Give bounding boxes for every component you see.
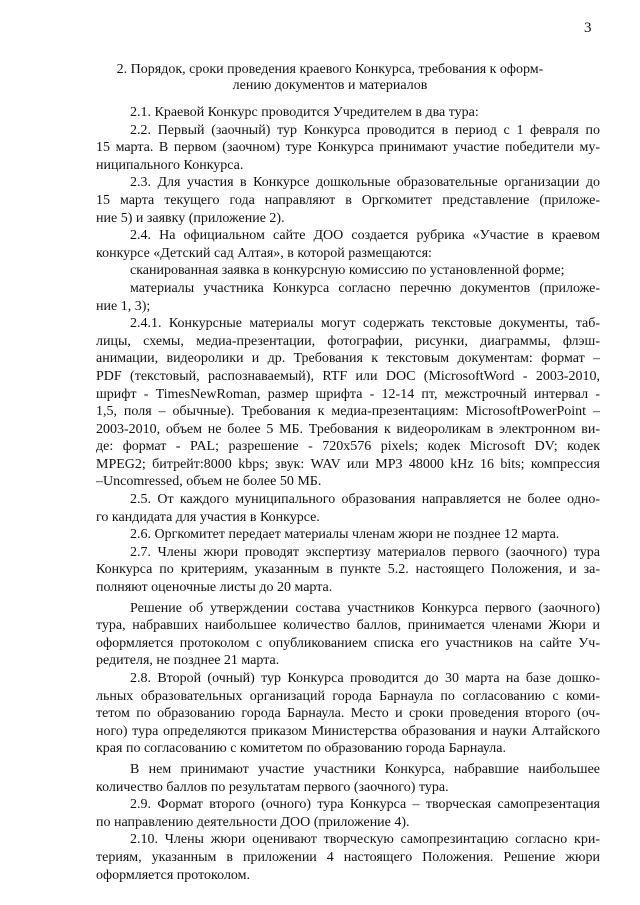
paragraph-line: оформляется протоколом с опубликованием списка его участников на сайте Уч- [96, 635, 600, 651]
paragraph [96, 544, 600, 597]
section-heading [100, 62, 560, 94]
paragraph [96, 526, 600, 544]
paragraph [96, 831, 600, 884]
paragraph [96, 104, 600, 122]
paragraph-line: шрифт - TimesNewRoman, размер шрифта - 12-14 пт, межстрочный интервал - [96, 386, 600, 402]
paragraph [96, 174, 600, 227]
paragraph [96, 761, 600, 796]
paragraph-line: 2003-2010, объем не более 5 МБ. Требования к видеороликам в электронном ви- [96, 421, 600, 437]
paragraph-line: по направлению деятельности ДОО (приложение 4). [96, 814, 410, 830]
paragraph-line: го кандидата для участия в Конкурсе. [96, 509, 320, 525]
paragraph-line: 2.4. На официальном сайте ДОО создается рубрика «Участие в краевом [130, 228, 600, 244]
paragraph [96, 491, 600, 526]
paragraph-line: края по согласованию с комитетом по образованию города Барнаула. [96, 741, 506, 757]
paragraph-line: 2.2. Первый (заочный) тур Конкурса проводится в период с 1 февраля по [130, 122, 600, 138]
paragraph-line: 2.1. Краевой Конкурс проводится Учредителем в два тура: [130, 105, 479, 120]
paragraph-line: материалы участника Конкурса согласно перечню документов (приложе- [130, 280, 600, 296]
paragraph-line: Конкурса по критериям, указанным в пункте 5.2. настоящего Положения, и за- [96, 562, 600, 578]
paragraph-line: 2.5. От каждого муниципального образования направляется не более одно- [130, 492, 600, 508]
paragraph-line: де: формат - PAL; разрешение - 720x576 pixels; кодек Microsoft DV; кодек [96, 439, 600, 455]
paragraph-line: тура, набравших наибольшее количество баллов, принимается членами Жюри и [96, 618, 600, 634]
paragraph [96, 280, 600, 315]
paragraph-line: 2.10. Члены жюри оценивают творческую самопрезинтацию согласно кри- [130, 832, 600, 848]
paragraph [96, 315, 600, 491]
paragraph-line: 1,5, поля – обычные). Требования к медиа-презентациям: MicrosoftPowerPoint – [96, 404, 600, 420]
paragraph [96, 227, 600, 262]
paragraph [96, 600, 600, 670]
paragraph-line: 2.9. Формат второго (очного) тура Конкурса – творческая самопрезентация [130, 797, 600, 813]
document-body [96, 104, 600, 884]
paragraph-line: редителя, не позднее 21 марта. [96, 653, 280, 669]
paragraph-line: ниципального Конкурса. [96, 157, 244, 173]
paragraph-line: В нем принимают участие участники Конкурса, набравшие наибольшее [130, 761, 600, 777]
paragraph-line: тетом по образованию города Барнаула. Место и сроки проведения второго (оч- [96, 706, 600, 722]
paragraph-line: конкурсе «Детский сад Алтая», в которой размещаются: [96, 245, 432, 261]
section-heading-line: 2. Порядок, сроки проведения краевого Конкурса, требования к оформ- [116, 62, 544, 77]
paragraph-line: ного) тура определяются приказом Министерства образования и науки Алтайского [96, 723, 600, 739]
paragraph-line: ние 5) и заявку (приложение 2). [96, 210, 285, 226]
paragraph-line: количество баллов по результатам первого (заочного) тура. [96, 779, 449, 795]
paragraph [96, 262, 600, 280]
page-number: 3 [584, 20, 592, 36]
paragraph [96, 122, 600, 175]
section-heading-line: лению документов и материалов [232, 78, 428, 93]
paragraph-line: полняют оценочные листы до 20 марта. [96, 580, 333, 596]
paragraph-line: льных образовательных организаций города Барнаула по согласованию с коми- [96, 688, 600, 704]
paragraph-line: 15 марта. В первом (заочном) туре Конкурса принимают участие победители му- [96, 140, 600, 156]
paragraph-line: 2.6. Оргкомитет передает материалы членам жюри не позднее 12 марта. [130, 527, 560, 543]
paragraph-line: MPEG2; битрейт:8000 kbps; звук: WAV или MP3 48000 kHz 16 bits; компрессия [96, 456, 600, 472]
paragraph-line: 2.8. Второй (очный) тур Конкурса проводится до 30 марта на базе дошко- [130, 671, 600, 686]
paragraph-line: –Uncomressed, объем не более 50 МБ. [96, 474, 322, 490]
paragraph-line: лицы, схемы, медиа-презентации, фотографии, рисунки, диаграммы, флэш- [96, 333, 600, 349]
paragraph [96, 796, 600, 831]
paragraph [96, 670, 600, 758]
paragraph-line: 2.4.1. Конкурсные материалы могут содержать текстовые документы, таб- [130, 316, 600, 332]
paragraph-line: Решение об утверждении состава участников Конкурса первого (заочного) [130, 600, 600, 616]
paragraph-line: ние 1, 3); [96, 298, 151, 314]
paragraph-line: 2.3. Для участия в Конкурсе дошкольные образовательные организации до [130, 175, 600, 191]
paragraph-line: PDF (текстовый, распознаваемый), RTF или DOC (MicrosoftWord - 2003-2010, [96, 368, 600, 384]
paragraph-line: оформляется протоколом. [96, 867, 251, 883]
paragraph-line: сканированная заявка в конкурсную комиссию по установленной форме; [130, 263, 565, 279]
paragraph-line: 15 марта текущего года направляют в Оргкомитет представление (приложе- [96, 192, 600, 208]
paragraph-line: анимации, видеоролики и др. Требования к текстовым документам: формат – [96, 351, 600, 367]
paragraph-line: териям, указанным в приложении 4 настоящего Положения. Решение жюри [96, 849, 600, 865]
paragraph-line: 2.7. Члены жюри проводят экспертизу материалов первого (заочного) тура [130, 544, 600, 560]
